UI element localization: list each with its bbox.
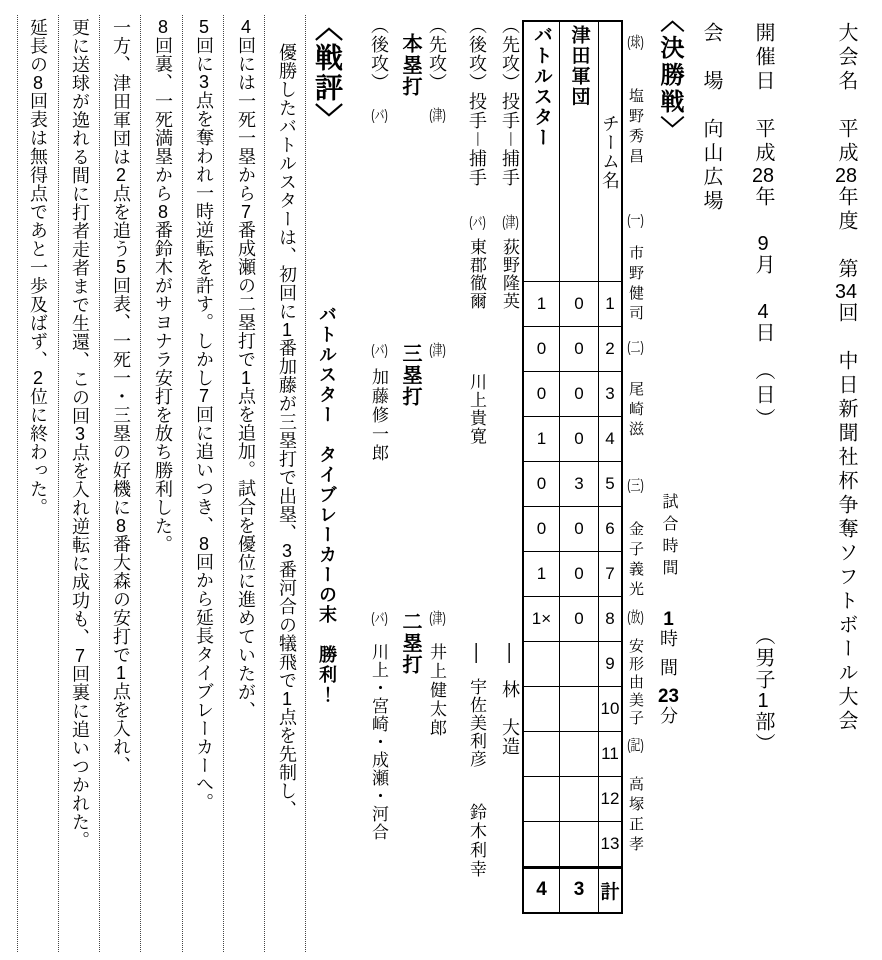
first-batting-label: （先攻） bbox=[427, 16, 447, 92]
inning-label: 10 bbox=[599, 686, 621, 731]
inning-label: 9 bbox=[599, 641, 621, 686]
catcher-name: 鈴木利幸 bbox=[467, 803, 486, 879]
column-guide-line bbox=[99, 15, 100, 952]
tournament-title-wrap: （男子1部） bbox=[752, 625, 774, 755]
team-name-cell bbox=[560, 22, 598, 281]
battery-separator-dash: ― bbox=[499, 643, 521, 663]
total-cell: 4 bbox=[524, 866, 559, 911]
score-cell: 0 bbox=[524, 326, 559, 371]
column-guide-line bbox=[58, 15, 59, 952]
official-name: 尾崎滋 bbox=[627, 381, 644, 441]
home-run-header: 本塁打 bbox=[399, 33, 421, 98]
total-cell: 3 bbox=[560, 866, 598, 911]
review-paragraph: 5回に3点を奪われ一時逆転を許す。しかし7回に追いつき、8回から延長タイブレーカーへ。 bbox=[194, 18, 214, 812]
score-cell: 0 bbox=[560, 326, 598, 371]
scoreboard-col-tsuda bbox=[559, 22, 598, 912]
score-cell: 0 bbox=[560, 281, 598, 326]
score-cell: 0 bbox=[560, 596, 598, 641]
score-cell: 0 bbox=[560, 506, 598, 551]
score-cell: 1 bbox=[524, 416, 559, 461]
score-cell bbox=[560, 776, 598, 821]
team-tag-tsuda: (津) bbox=[429, 108, 446, 123]
score-cell: 3 bbox=[560, 461, 598, 506]
score-cell: 0 bbox=[524, 371, 559, 416]
official-name: 塩野秀昌 bbox=[627, 88, 644, 168]
review-header: 〈戦評〉 bbox=[312, 13, 343, 133]
official-name: 高塚正孝 bbox=[627, 776, 644, 856]
score-cell: 0 bbox=[560, 371, 598, 416]
score-cell: 0 bbox=[560, 416, 598, 461]
score-cell bbox=[560, 641, 598, 686]
score-cell bbox=[524, 776, 559, 821]
second-batting-label: （後攻） bbox=[369, 16, 389, 92]
column-guide-line bbox=[223, 15, 224, 952]
score-cell bbox=[560, 821, 598, 866]
review-paragraph: 延長の8回表は無得点であと一歩及ばず、2位に終わった。 bbox=[28, 18, 48, 517]
team-name: 津田軍団 bbox=[568, 25, 590, 107]
score-cell: 1 bbox=[524, 551, 559, 596]
score-cell bbox=[560, 731, 598, 776]
review-paragraph: 優勝したバトルスターは、初回に1番加藤が三塁打で出塁、3番河合の犠飛で1点を先制し、 bbox=[277, 43, 297, 819]
scoreboard-col-innings bbox=[598, 22, 621, 912]
official-role: (記) bbox=[627, 738, 644, 753]
official-role: (二) bbox=[627, 340, 644, 355]
review-paragraph: 更に送球が逸れる間に打者走者まで生還、この回3点を入れ逆転に成功も、7回裏に追いつかれた。 bbox=[70, 18, 90, 850]
official-role: (球) bbox=[627, 35, 644, 50]
triple-players-battlestar: 加藤修一郎 bbox=[369, 368, 388, 463]
scoreboard-table bbox=[522, 20, 623, 914]
score-cell: 0 bbox=[560, 551, 598, 596]
game-time-value: 1時間23分 bbox=[658, 610, 679, 735]
team-tag-battlestar: (バ) bbox=[469, 215, 486, 230]
score-cell: 0 bbox=[524, 506, 559, 551]
inning-label: 1 bbox=[599, 281, 621, 326]
round-label: 〈決勝戦〉 bbox=[656, 8, 683, 143]
score-cell bbox=[560, 686, 598, 731]
official-role: (三) bbox=[627, 478, 644, 493]
column-guide-line bbox=[305, 15, 306, 952]
team-tag-battlestar: (バ) bbox=[371, 108, 388, 123]
inning-label: 11 bbox=[599, 731, 621, 776]
team-tag-battlestar: (バ) bbox=[371, 611, 388, 626]
total-label: 計 bbox=[599, 866, 621, 911]
tournament-title: 大会名 平成28年度 第34回 中日新聞社杯争奪ソフトボール大会 bbox=[835, 22, 857, 734]
team-tag-tsuda: (津) bbox=[429, 611, 446, 626]
game-time-label: 試合時間 bbox=[660, 493, 677, 581]
review-paragraph: 4回には一死一塁から7番成瀬の二塁打で1点を追加。試合を優位に進めていたが、 bbox=[236, 18, 256, 720]
double-players-tsuda: 井上健太郎 bbox=[427, 643, 446, 738]
official-name: 金子義光 bbox=[627, 521, 644, 601]
battery-first-label: （先攻）投手－捕手 bbox=[500, 16, 520, 187]
double-header: 二塁打 bbox=[399, 611, 421, 676]
column-guide-line bbox=[264, 15, 265, 952]
inning-label: 4 bbox=[599, 416, 621, 461]
pitcher-name: 川上貴寛 bbox=[467, 373, 486, 445]
battery-second-label: （後攻）投手－捕手 bbox=[467, 16, 487, 187]
team-name: バトルスター bbox=[531, 25, 552, 148]
battery-separator-dash: ― bbox=[466, 643, 488, 663]
column-guide-line bbox=[17, 15, 18, 952]
score-cell: 0 bbox=[524, 461, 559, 506]
inning-label: 6 bbox=[599, 506, 621, 551]
event-date-line: 開催日 平成28年 9月 4日 （日） bbox=[752, 22, 774, 432]
column-guide-line bbox=[182, 15, 183, 952]
score-cell bbox=[524, 686, 559, 731]
inning-label: 2 bbox=[599, 326, 621, 371]
catcher-name: 宇佐美利彦 bbox=[467, 678, 486, 768]
pitcher-name: 荻野隆英 bbox=[500, 238, 519, 310]
inning-label: 12 bbox=[599, 776, 621, 821]
score-cell: 1× bbox=[524, 596, 559, 641]
catcher-name: 林 大造 bbox=[500, 680, 520, 756]
scoreboard-col-battlestar bbox=[524, 22, 559, 912]
score-cell bbox=[524, 641, 559, 686]
team-name-cell bbox=[524, 22, 559, 281]
official-role: (一) bbox=[627, 213, 644, 228]
official-name: 市野健司 bbox=[627, 245, 644, 325]
team-tag-tsuda: (津) bbox=[429, 343, 446, 358]
score-cell bbox=[524, 731, 559, 776]
review-paragraph: 8回裏、一死満塁から8番鈴木がサヨナラ安打を放ち勝利した。 bbox=[153, 18, 173, 554]
double-players-battlestar: 川上・宮崎・成瀬・河合 bbox=[369, 643, 388, 841]
score-cell: 1 bbox=[524, 281, 559, 326]
inning-label: 5 bbox=[599, 461, 621, 506]
inning-label: 13 bbox=[599, 821, 621, 866]
official-name: 安形由美子 bbox=[627, 638, 644, 728]
score-cell bbox=[524, 821, 559, 866]
inning-label: 3 bbox=[599, 371, 621, 416]
inning-label: 8 bbox=[599, 596, 621, 641]
team-tag-tsuda: (津) bbox=[502, 215, 519, 230]
review-paragraph: 一方、津田軍団は2点を追う5回表、一死一・三塁の好機に8番大森の安打で1点を入れ、 bbox=[111, 18, 131, 775]
official-role: (放) bbox=[627, 610, 644, 625]
triple-header: 三塁打 bbox=[399, 343, 421, 408]
review-headline: バトルスター タイブレーカーの末 勝利！ bbox=[317, 305, 337, 705]
team-col-header: チーム名 bbox=[600, 113, 620, 190]
team-tag-battlestar: (バ) bbox=[371, 343, 388, 358]
venue-line: 会 場 向山広場 bbox=[700, 22, 722, 214]
team-col-header-cell bbox=[599, 22, 621, 281]
column-guide-line bbox=[140, 15, 141, 952]
pitcher-name: 東郡徹爾 bbox=[467, 238, 486, 310]
inning-label: 7 bbox=[599, 551, 621, 596]
